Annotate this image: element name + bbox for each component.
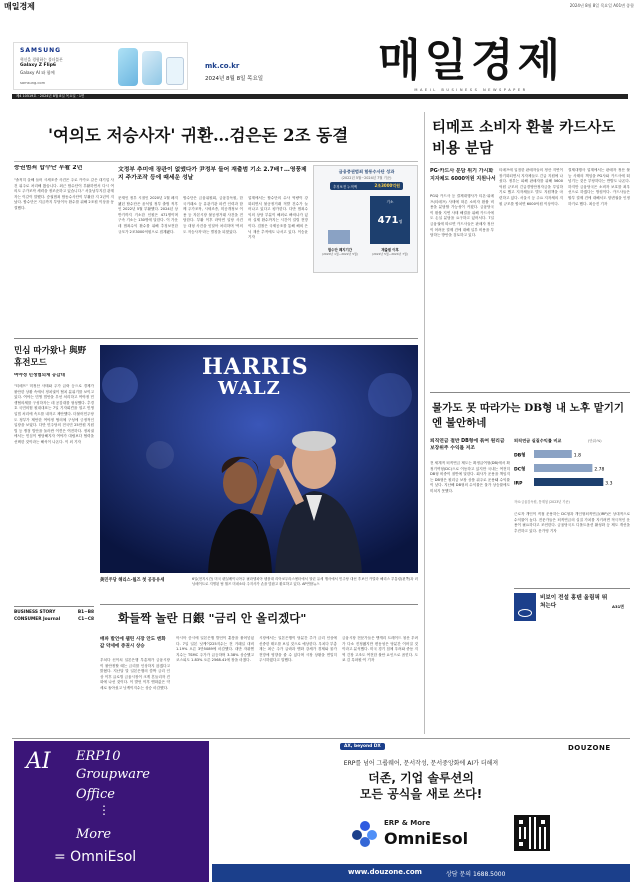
omniesol-ad-left[interactable]	[14, 741, 209, 882]
big-unit: 명	[398, 219, 403, 224]
masthead-subtitle: MAEIL BUSINESS NEWSPAPER	[414, 88, 528, 92]
rally-photo[interactable]	[100, 345, 418, 573]
section-name: CONSUMER Journal	[14, 617, 61, 622]
top-meta: 2024년 8월 8일 목요일 A01면 종합	[569, 3, 634, 8]
db-chart-category: DC형	[514, 467, 526, 473]
issue-date: 2024년 8월 8일 목요일	[205, 76, 264, 82]
right-sub: (2022년 5월~2024년 7월)	[371, 252, 409, 256]
section-pages: B1~B8	[77, 610, 94, 615]
total-value: 2조3000억원	[374, 183, 400, 188]
qr-code-icon[interactable]	[514, 815, 550, 851]
olympic-rings-icon	[518, 609, 532, 617]
omniesol-logo-icon	[352, 821, 378, 847]
db-chart-bar	[534, 478, 603, 486]
temu-deck: PG·카드사 분담 위기 가시화 지자체도 6000억원 지원나서	[430, 168, 496, 182]
ad-main2: 모든 공식을 새로 쓰다!	[359, 787, 483, 801]
samsung-ad-line2: Galaxy Z Flip6	[20, 63, 57, 68]
ad-phone: 상담 문의 1688.5000	[446, 870, 506, 878]
sign-line2: WALZ	[218, 378, 281, 399]
left-label: 합수단 폐지기간	[327, 248, 353, 252]
section-pages: C1~C8	[78, 617, 94, 622]
big-caption: 기소	[386, 200, 394, 204]
section-index	[14, 609, 94, 623]
samsung-ad[interactable]	[13, 42, 188, 90]
db-chart-svg	[514, 446, 630, 498]
ad-left-line4: Office	[76, 787, 115, 802]
ad-left-line6: More	[76, 827, 112, 842]
db-headline[interactable]: 물가도 못 따라가는 DB형 내 노후 맡기기엔 불안하네	[432, 402, 625, 429]
temu-col3: 결제대행사 업계에서는 판매자 정산 불능 사태의 책임을 PG사와 카드사에 떠넘기는 것은 부당하다는 반발도 나온다. 하지만 금융당국은 소비자 보호를 최우선으로 하겠다는 방침이다. 카드사들은 할부 결제 건에 대해서도 항변권을 인정하기로 했다. 최승진 기자	[568, 168, 630, 206]
ad-left-line7: = OmniEsol	[54, 849, 137, 865]
bar-after	[370, 196, 410, 244]
douzone-logo: DOUZONE	[568, 744, 611, 752]
ad-left-line2: ERP10	[76, 749, 121, 764]
section-consumer[interactable]	[14, 616, 94, 623]
photo-caption	[100, 577, 418, 599]
photo-caption-title: 美민주당 해리스·월즈 첫 공동유세	[100, 578, 165, 583]
boj-headline[interactable]: 화들짝 놀란 日銀 "금리 안 올리겠다"	[118, 611, 307, 625]
infographic-title: 금융증권범죄 합동수사단 성과	[338, 169, 395, 174]
masthead-bar	[12, 94, 628, 99]
db-chart-note: 자료:금융감독원, 통계청 (2023년 기준)	[514, 500, 570, 504]
phone-image	[118, 48, 138, 86]
top-story-col4: 업계에서는 합수단의 수사 역량이 강화되면서 불공정거래 적발 건수가 늘어나고 있다고 평가한다. 다만 범죄수익의 상당 부분이 해외로 빠져나가 있어 실제 환수까지는 시간이 걸릴 전망이다. 검찰은 국제공조를 통해 해외 은닉 재산 추적에도 나서고 있다. 이승윤 기자	[248, 196, 308, 240]
db-chart	[514, 438, 630, 508]
ad-tagline: ERP를 넘어 그룹웨어, 문서작성, 문서중앙화에 AI가 더해져	[343, 760, 499, 767]
db-chart-bar	[534, 450, 572, 458]
issue-line: 제4 10519호 · 2024년 8월 8일 목요일 · 1면	[16, 94, 85, 98]
ad-product-top: ERP & More	[384, 819, 431, 827]
photo-caption-text: 6일(현지시간) 미국 펜실베이니아주 필라델피아 템플대 리아코우라스센터에서 열린 유세 행사에서 민주당 대선 후보인 카멀라 해리스 부통령(왼쪽)과 러닝메이트로 지명된 팀 월즈 미네소타 주지사가 손을 맞잡고 환호하고 있다. AP연합뉴스	[192, 577, 418, 586]
left-story-body: "티메프" 미정산 사태와 주가 급락 등으로 경제가 불안한 상황 속에서 정치권이 협치 분위기를 보이고 있다. 여야는 민생 법안을 우선 처리하고 여야정 민생협의체를 구성하자는 데 공감대를 형성했다. 추경호 국민의힘 원내대표는 7일 기자회견을 열고 민생 입법 처리에 속도를 내자고 제안했다. 더불어민주당도 정부가 제안한 여야정 협의체 구성에 긍정적인 입장을 보였다. 다만 민주당의 전국민 25만원 지원법 등 쟁점 법안을 둘러싼 이견은 여전하다. 정치권에서는 민심이 냉담해지자 여야가 대립보다 협력을 선택한 것이라는 해석이 나온다. 이 외 기자	[14, 384, 94, 444]
phone-image-2	[142, 51, 162, 85]
top-bar	[0, 0, 640, 14]
sign-line1: HARRIS	[202, 354, 309, 380]
db-col2: 근로자 개인이 직접 운용하는 DC형과 개인형퇴직연금(IRP)은 상대적으로 수익률이 높다. 전문가들은 퇴직연금의 실질 가치를 지키려면 적극적인 운용이 필요하다고 조언한다. 금융당국도 디폴트옵션 활성화 등 제도 개선을 추진하고 있다. 문가영 기자	[514, 512, 630, 533]
section-business[interactable]	[14, 609, 94, 616]
top-story-deck2: 文정부 추미애 장관이 없앴다가 尹정부 들어 재출범 기소 2.7배↑…영풍제지 주가조작 등에 때세운 성날	[118, 167, 307, 181]
top-logo: 매일경제	[4, 1, 35, 11]
ad-badge: AX, beyond DX	[340, 743, 385, 750]
db-chart-value-label: 3.3	[605, 481, 613, 487]
db-col1: 전 세계적 퇴직연금 제도는 확정급여형(DB)에서 확정기여형(DC)으로 이동하고 있지만 국내는 여전히 DB형 비중이 절반에 달한다. 회사가 운용을 책임지는 DB형은 원리금 보장 상품 위주로 운용돼 수익률이 낮다. 지난해 DB형의 수익률은 물가 상승률에도 미치지 못했다.	[430, 461, 510, 493]
boj-deck: 매파 발언에 웹틴 시장 안도 엔화값 약세에 증권시 상승	[100, 637, 166, 649]
total-box	[330, 182, 403, 190]
boj-col2: 아시아 증시에 일본은행 발언이 훈풍을 불어넣었다. 7일 일본 닛케이225지수는 전 거래일 대비 1.19% 오른 3만5089에 마감했다. 대만 자취엔지수는 TSMC 주가가 급등하며 3.38% 상승했고 코스피도 1.83% 오른 2568.41에 장을 마쳤다.	[176, 636, 254, 663]
boj-col3: 시장에서는 일본은행이 당분간 추가 금리 인상에 신중한 태도를 보일 것으로 예상한다. 우치다 부총재는 최근 주가 급락과 엔화 강세가 경제와 물가 전망에 영향을 줄 수 있다며 시장 상황을 면밀히 주시하겠다고 말했다.	[259, 636, 337, 663]
db-chart-title: 퇴직연금 실질수익률 비교	[514, 438, 562, 443]
section-name: BUSINESS STORY	[14, 610, 56, 615]
prosecution-infographic	[313, 165, 418, 273]
db-chart-value-label: 2.78	[594, 467, 605, 473]
ad-left-line1: AI	[26, 749, 51, 774]
samsung-ad-site: samsung.com	[20, 81, 46, 85]
samsung-logo: SAMSUNG	[20, 47, 62, 54]
teaser-page: A31면	[612, 604, 624, 609]
teaser-photo	[514, 593, 536, 621]
boj-col4: 금융시장 전문가들은 엔캐리 트레이드 청산 우려가 다소 진정됐지만 변동성은 당분간 이어질 것이라고 분석했다. 미국 경기 침체 우려와 중동 지역 긴장 고조도 여전한 불안 요인으로 꼽힌다. 도쿄 김 특파원·이 기자	[342, 636, 418, 663]
big-value: 471	[377, 215, 399, 226]
temu-col2: 티메프에 입점한 판매자들의 정산 지연이 장기화되면서 지자체들도 긴급 지원에 나섰다. 정부는 피해 판매자를 위해 5600억원 규모의 긴급경영안정자금을 투입하기로 했고 지자체들도 별도 지원책을 마련하고 있다. 서울시 등 주요 지자체의 지원 규모를 합치면 6000억원 이상이다.	[499, 168, 563, 206]
samsung-ad-line1: 혁신을 경험하는 폴더블폰	[20, 57, 63, 62]
db-deck: 퇴직연금 절반 DB형에 묶여 원리금 보장위주 수익률 저조	[430, 439, 505, 451]
top-story-deck: 증권범죄 합수단 부활 2년	[14, 165, 83, 171]
teaser-text: 비보이 전설 홍텐 올림픽 뛰쳐는다	[540, 595, 608, 609]
top-story-headline[interactable]: '여의도 저승사자' 귀환…검은돈 2조 동결	[48, 126, 349, 145]
left-story-headline[interactable]: 민심 따가왔나 與野 휴전모드	[14, 346, 87, 368]
db-chart-value-label: 1.8	[573, 453, 581, 459]
top-story-col2: 문재인 정부 시절인 2020년 1월 폐지됐던 합수단은 윤석열 정부 출범 직후인 2022년 5월 부활했다. 2024년 상반기까지 기소한 인원은 471명이며 구속 기소는 130명에 달한다. 이 가운데 범죄수익 환수를 위해 추징보전한 규모가 2조3000억원으로 집계됐다.	[118, 196, 178, 234]
masthead-title: 매일경제	[377, 35, 564, 86]
top-story-col3: 합수단은 금융위원회, 금융감독원, 한국거래소 등 유관기관 파견 인력과 함께 주가조작, 시세조종, 미공개정보 이용 등 자본시장 불공정거래 사건을 전담한다. 부활 이후 라덕연 일당 사건 등 대형 사건을 잇달아 처리하며 '여의도 저승사자'라는 별칭을 되찾았다.	[183, 196, 243, 234]
samsung-ad-line3: Galaxy AI 와 함께	[20, 70, 55, 75]
bar-before	[328, 230, 350, 244]
ad-website[interactable]: www.douzone.com	[348, 868, 422, 876]
ad-product-name: OmniEsol	[384, 829, 469, 848]
ad-left-line5: ⋮	[98, 803, 110, 817]
temu-col1: PG와 카드사 등 결제대행사가 티몬·위메프(티메프) 사태에 따른 소비자 환불 비용을 분담할 가능성이 커졌다. 금융당국이 환불 지연 사태 해결을 위해 카드사에도 손실 분담을 요구하고 있어서다. 7일 금융권에 따르면 카드사들은 판매자 정산이 어려운 결제 건에 대해 일부 비용을 부담하는 방안을 검토하고 있다.	[430, 194, 494, 238]
infographic-subtitle: (2022년 5월~2024년 7월 기준)	[341, 176, 392, 180]
omniesol-ad-right[interactable]	[212, 741, 630, 882]
ad-footer-bar	[212, 864, 630, 882]
temu-headline[interactable]: 티메프 소비자 환불 카드사도 비용 분담	[432, 119, 616, 157]
right-label: 재출범 이후	[381, 248, 399, 252]
db-chart-bar	[534, 464, 592, 472]
olympic-teaser[interactable]	[514, 588, 630, 622]
ad-left-line3: Groupware	[76, 767, 150, 782]
boj-col1: 우치다 신이치 일본은행 부총재가 금융시장이 불안정할 때는 금리를 인상하지 않겠다고 밝혔다. 지난달 말 일본은행의 깜짝 금리 인상 이후 글로벌 금융시장이 크게 흔들리자 진화에 나선 것이다. 이 발언 이후 엔화값은 약세로 돌아섰고 닛케이지수는 상승 마감했다.	[100, 658, 170, 690]
top-story-col1: "솔직히 올해 들어 시세조종 사건은 주로 카카오 같은 대기업 사건 위주로 처리해 왔습니다. 최근 합수단이 부활하면서 다시 여의도 주가조작 세력을 정조준하고 있습니다." 서울남부지검 관계자는 이같이 말했다. 증권범죄 합동수사단이 부활한 지 2년이 지났다. 합수단은 지금까지 부당이득 환수를 위해 2조원 이상을 동결했다.	[14, 178, 114, 210]
db-chart-unit: (단위:%)	[588, 439, 602, 443]
db-chart-category: IRP	[514, 481, 523, 487]
left-sub: (2020년 1월~2022년 5월)	[321, 252, 359, 256]
phone-image-3	[166, 57, 184, 85]
site-url[interactable]: mk.co.kr	[205, 62, 240, 70]
ad-main1: 더존, 기업 솔루션의	[368, 771, 474, 785]
left-story-deck: 여야정 민생협의체 공감대	[14, 373, 65, 378]
total-label: 추징보전 누적액	[333, 184, 358, 189]
db-chart-category: DB형	[514, 453, 526, 459]
